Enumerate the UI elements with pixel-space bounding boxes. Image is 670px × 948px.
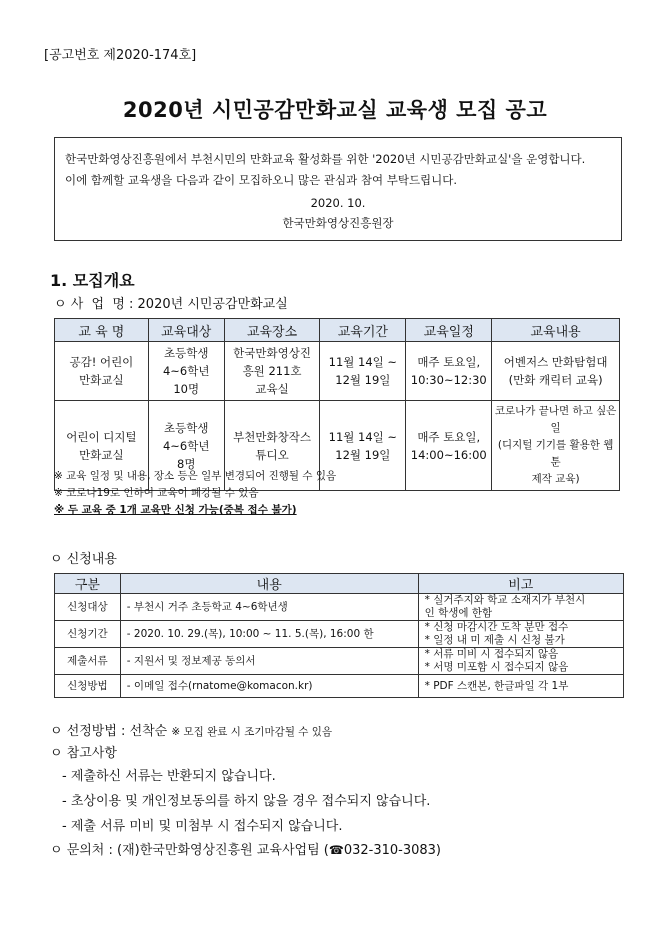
contact-info [50,839,441,858]
apply-table [54,573,624,698]
overview-table-header [55,319,620,342]
period-cell: 11월 14일 ~ 12월 19일 [320,401,406,491]
target-cell: 초등학생 4~6학년 10명 [148,342,224,401]
table-row [55,675,624,698]
content-cell: 코로나가 끝나면 하고 싶은 일 (디지털 기기를 활용한 웹툰 제작 교육) [492,401,620,491]
row-remarks: * PDF 스캔본, 한글파일 각 1부 [418,675,623,698]
row-label: 신청기간 [55,621,121,648]
row-remarks: * 신청 마감시간 도착 분만 접수 * 일정 내 미 제출 시 신청 불가 [418,621,623,648]
selection-method [50,720,332,739]
reference-heading: ㅇ 참고사항 [50,746,117,761]
schedule-cell: 매주 토요일, 14:00~16:00 [406,401,492,491]
row-remarks: * 서류 미비 시 접수되지 않음 * 서명 미포함 시 접수되지 않음 [418,648,623,675]
notice-number: [공고번호 제2020-174호] [44,48,197,63]
note-item: ※ 교육 일정 및 내용, 장소 등은 일부 변경되어 진행될 수 있음 [54,470,337,482]
header-schedule: 교육일정 [406,319,492,342]
place-cell: 부천만화창작스 튜디오 [224,401,320,491]
reference-item: - 초상이용 및 개인정보동의를 하지 않을 경우 접수되지 않습니다. [62,794,431,809]
row-label: 신청대상 [55,594,121,621]
place-cell: 한국만화영상진 흥원 211호 교육실 [224,342,320,401]
row-remarks: * 실거주지와 학교 소재지가 부천시 인 학생에 한함 [418,594,623,621]
header-course-name: 교 육 명 [55,319,149,342]
business-name: ㅇ 사 업 명 : 2020년 시민공감만화교실 [54,297,288,312]
phone-icon: ☎ [328,843,344,857]
header-content: 교육내용 [492,319,620,342]
reference-item: - 제출 서류 미비 및 미첨부 시 접수되지 않습니다. [62,819,343,834]
row-label: 신청방법 [55,675,121,698]
intro-organization: 한국만화영상진흥원장 [282,216,394,230]
table-row [55,648,624,675]
overview-table [54,318,620,491]
header-category: 구분 [55,574,121,594]
reference-item: - 제출하신 서류는 반환되지 않습니다. [62,769,276,784]
table-row [55,594,624,621]
header-place: 교육장소 [224,319,320,342]
intro-date: 2020. 10. [310,196,366,210]
apply-heading: ㅇ 신청내용 [50,552,117,567]
apply-table-header [55,574,624,594]
page-title: 2020년 시민공감만화교실 교육생 모집 공고 [122,98,548,122]
overview-notes [54,468,336,519]
table-row [55,342,620,401]
schedule-cell: 매주 토요일, 10:30~12:30 [406,342,492,401]
contact-phone: 032-310-3083 [343,843,436,858]
content-cell: 어벤저스 만화탐험대 (만화 캐릭터 교육) [492,342,620,401]
period-cell: 11월 14일 ~ 12월 19일 [320,342,406,401]
row-content: - 지원서 및 정보제공 동의서 [120,648,418,675]
note-item-emphasis: ※ 두 교육 중 1개 교육만 신청 가능(중복 접수 불가) [54,504,297,516]
row-content: - 부천시 거주 초등학교 4~6학년생 [120,594,418,621]
selection-main: ㅇ 선정방법 : 선착순 [50,724,168,739]
course-name-cell: 공감! 어린이 만화교실 [55,342,149,401]
header-details: 내용 [120,574,418,594]
intro-line-2: 이에 함께할 교육생을 다음과 같이 모집하오니 많은 관심과 참여 부탁드립니다. [65,173,458,187]
note-item: ※ 코로나19로 인하여 교육이 폐강될 수 있음 [54,487,259,499]
intro-line-1: 한국만화영상진흥원에서 부천시민의 만화교육 활성화를 위한 '2020년 시민공감만화교실'을 운영합니다. [65,152,586,166]
section-heading-overview: 1. 모집개요 [50,271,135,290]
header-remarks: 비고 [418,574,623,594]
course-name-cell: 어린이 디지털 만화교실 [55,401,149,491]
target-cell: 초등학생 4~6학년 8명 [148,401,224,491]
intro-box [54,137,622,241]
selection-note: ※ 모집 완료 시 조기마감될 수 있음 [171,726,333,738]
row-content: - 이메일 접수(rnatome@komacon.kr) [120,675,418,698]
contact-prefix: ㅇ 문의처 : (재)한국만화영상진흥원 교육사업팀 ( [50,843,329,858]
contact-suffix: ) [435,843,441,858]
row-label: 제출서류 [55,648,121,675]
header-target: 교육대상 [148,319,224,342]
row-content: - 2020. 10. 29.(목), 10:00 ~ 11. 5.(목), 16:00 한 [120,621,418,648]
table-row [55,621,624,648]
header-period: 교육기간 [320,319,406,342]
